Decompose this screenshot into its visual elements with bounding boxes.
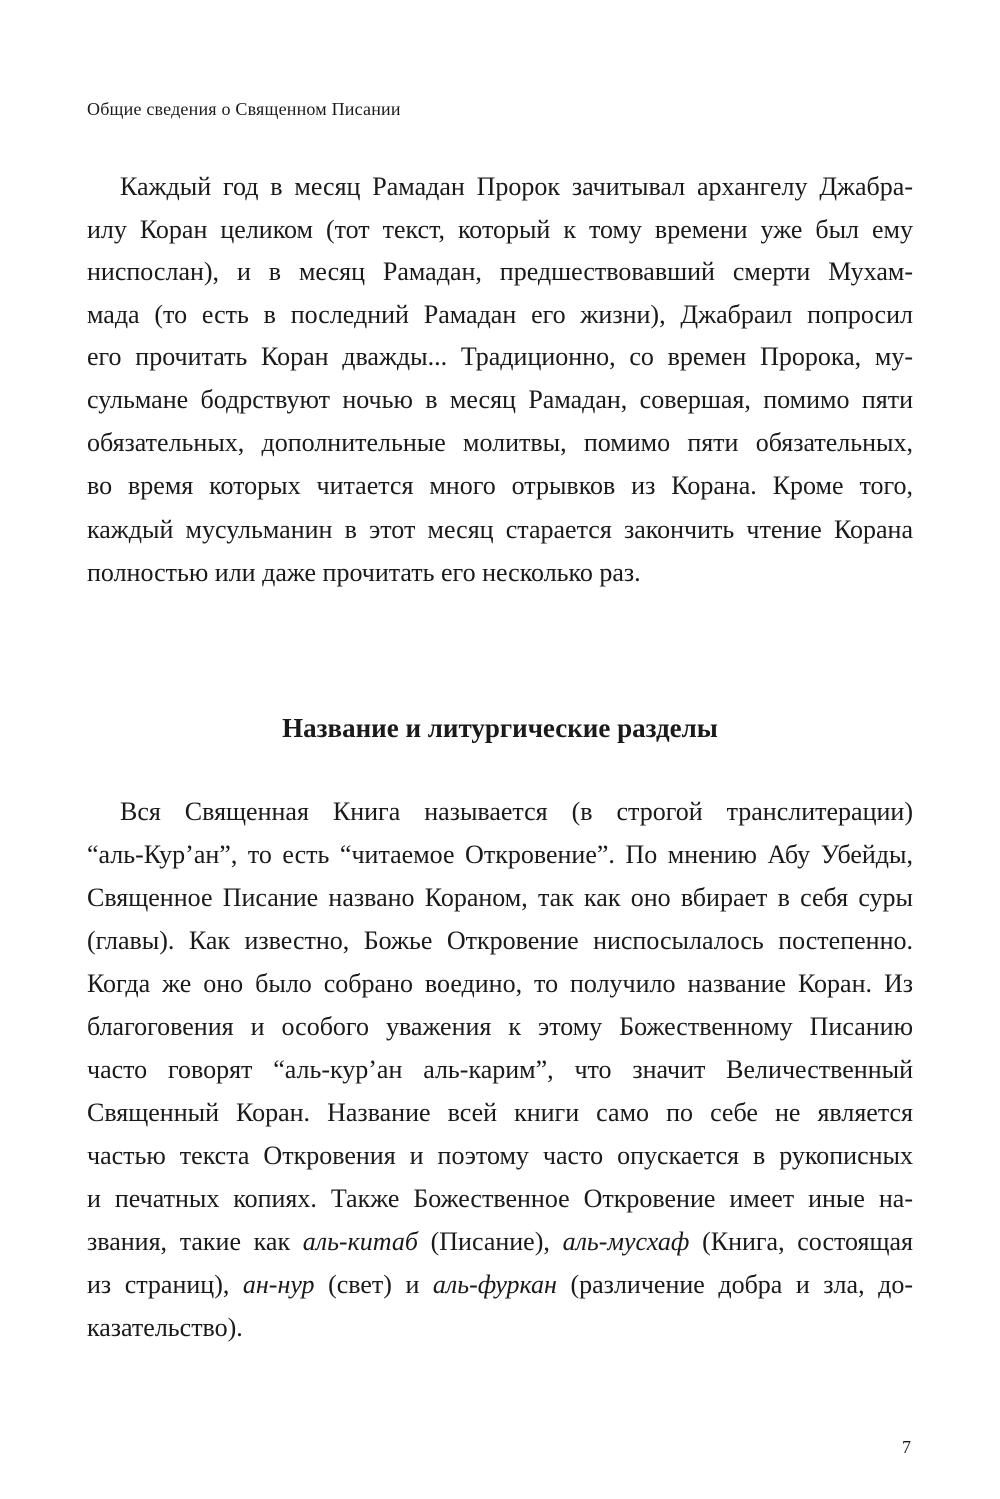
paragraph1-line: сульмане бодрствуют ночью в месяц Рамадан, совершая, помимо пяти xyxy=(87,385,913,414)
paragraph1-line: его прочитать Коран дважды... Традиционно, со времен Пророка, му- xyxy=(87,342,913,371)
paragraph1-line: обязательных, дополнительные молитвы, помимо пяти обязательных, xyxy=(87,428,913,457)
text-segment: из страниц), xyxy=(87,1270,243,1299)
text-segment: (свет) и xyxy=(314,1270,433,1299)
italic-term: аль-фуркан xyxy=(432,1270,557,1299)
page-number: 7 xyxy=(902,1437,911,1457)
paragraph1-line: полностью или даже прочитать его несколько раз. xyxy=(87,558,641,587)
text-segment: звания, такие как xyxy=(87,1227,303,1256)
paragraph1-line: Каждый год в месяц Рамадан Пророк зачитывал архангелу Джабра- xyxy=(120,172,913,201)
section-heading: Название и литургические разделы xyxy=(282,713,718,743)
italic-term: ан-нур xyxy=(242,1270,315,1299)
paragraph2-line-with-italics xyxy=(87,1270,913,1300)
italic-term: аль-китаб xyxy=(302,1227,418,1256)
paragraph2-line: казательство). xyxy=(87,1313,243,1342)
paragraph2-line: Вся Священная Книга называется (в строгой транслитерации) xyxy=(120,797,913,826)
paragraph2-line: Священный Коран. Название всей книги само по себе не является xyxy=(87,1098,913,1127)
text-segment: (Книга, состоящая xyxy=(689,1227,913,1256)
paragraph1-line: каждый мусульманин в этот месяц старается закончить чтение Корана xyxy=(87,515,913,544)
paragraph2-line: Когда же оно было собрано воедино, то получило название Коран. Из xyxy=(87,969,913,998)
paragraph2-line: Священное Писание названо Кораном, так как оно вбирает в себя суры xyxy=(87,883,913,912)
paragraph2-line: часто говорят “аль-кур’ан аль-карим”, что значит Величественный xyxy=(87,1055,913,1084)
paragraph1-line: илу Коран целиком (тот текст, который к тому времени уже был ему xyxy=(87,215,913,244)
paragraph1-line: ниспослан), и в месяц Рамадан, предшествовавший смерти Мухам- xyxy=(87,257,913,286)
paragraph2-line: благоговения и особого уважения к этому Божественному Писанию xyxy=(87,1012,913,1041)
paragraph2-line: “аль-Кур’ан”, то есть “читаемое Откровение”. По мнению Абу Убейды, xyxy=(87,840,913,869)
running-head: Общие сведения о Священном Писании xyxy=(87,99,401,119)
text-segment: (Писание), xyxy=(417,1227,563,1256)
paragraph1-line: мада (то есть в последний Рамадан его жизни), Джабраил попросил xyxy=(87,300,913,329)
paragraph2-line-with-italics xyxy=(87,1227,913,1257)
paragraph2-line: и печатных копиях. Также Божественное Откровение имеет иные на- xyxy=(87,1184,913,1213)
paragraph1-line: во время которых читается много отрывков из Корана. Кроме того, xyxy=(87,471,913,500)
text-segment: (различение добра и зла, до- xyxy=(556,1270,913,1299)
paragraph2-line: (главы). Как известно, Божье Откровение ниспосылалось постепенно. xyxy=(87,926,913,955)
italic-term: аль-мусхаф xyxy=(562,1227,690,1256)
paragraph2-line: частью текста Откровения и поэтому часто опускается в рукописных xyxy=(87,1141,913,1170)
